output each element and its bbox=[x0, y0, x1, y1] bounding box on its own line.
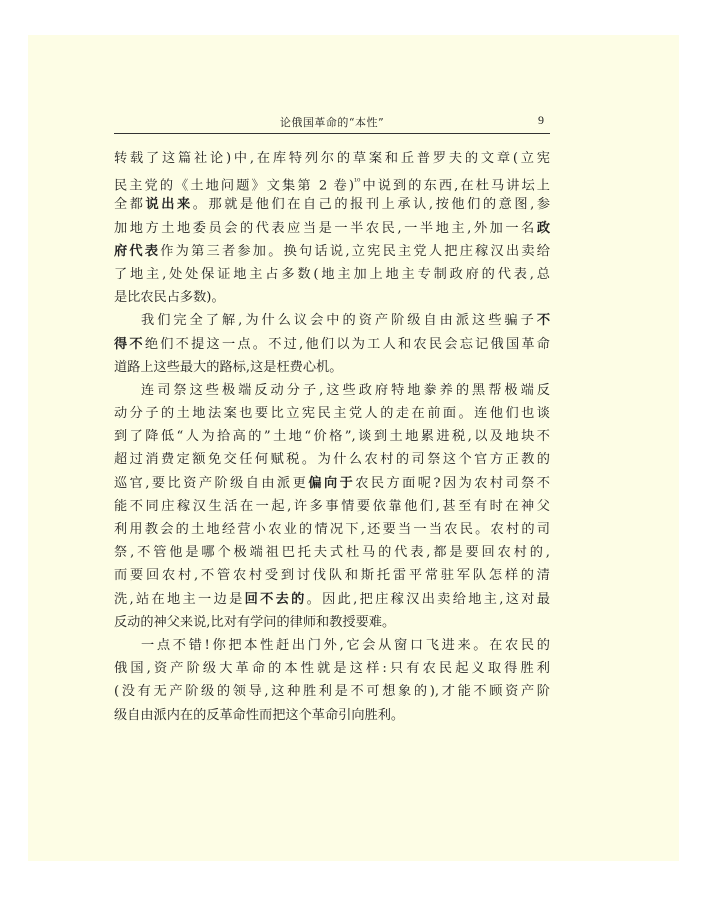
text-line: 洗,站在地主一边是回不去的。因此,把庄稼汉出卖给地主,这对最 bbox=[114, 591, 550, 607]
text-line: 俄国,资产阶级大革命的本性就是这样:只有农民起义取得胜利 bbox=[114, 661, 550, 677]
text-line: 全都说出来。那就是他们在自己的报刊上承认,按他们的意图,参 bbox=[114, 197, 551, 213]
paragraph bbox=[114, 147, 550, 309]
running-header bbox=[114, 111, 550, 134]
body-text bbox=[114, 147, 550, 727]
emphasis: 回不去的 bbox=[244, 591, 307, 607]
emphasis: 府代表 bbox=[114, 243, 161, 259]
text-line: 级自由派内在的反革命性而把这个革命引向胜利。 bbox=[114, 707, 405, 723]
emphasis: 得不 bbox=[114, 336, 145, 352]
text-line: 加地方土地委员会的代表应当是一半农民,一半地主,外加一名政 bbox=[114, 220, 550, 236]
text-line: 巡官,要比资产阶级自由派更偏向于农民方面呢?因为农村司祭不 bbox=[114, 475, 550, 491]
text-line: 转载了这篇社论)中,在库特列尔的草案和丘普罗夫的文章(立宪 bbox=[114, 151, 550, 166]
text-line: (没有无产阶级的领导,这种胜利是不可想象的),才能不顾资产阶 bbox=[114, 684, 550, 700]
emphasis: 不 bbox=[536, 313, 550, 329]
text-line: 而要回农村,不管农村受到讨伐队和斯托雷平常驻军队怎样的清 bbox=[114, 568, 550, 584]
paragraph bbox=[114, 309, 550, 379]
text-line: 一点不错!你把本性赶出门外,它会从窗口飞进来。在农民的 bbox=[141, 637, 550, 653]
text-line: 利用教会的土地经营小农业的情况下,还要当一当农民。农村的司 bbox=[114, 522, 550, 537]
footnote-marker: ¹⁰ bbox=[353, 177, 361, 187]
emphasis: 说出来 bbox=[145, 197, 193, 213]
paragraph bbox=[114, 379, 550, 634]
text-line: 祭,不管他是哪个极端祖巴托夫式杜马的代表,都是要回农村的, bbox=[114, 545, 550, 561]
page-number: 9 bbox=[538, 113, 544, 127]
header-title: 论俄国革命的“本性” bbox=[279, 116, 385, 129]
text-line: 是比农民占多数)。 bbox=[114, 290, 225, 306]
text-line: 到了降低“人为拾高的”土地“价格”,谈到土地累进税,以及地块不 bbox=[114, 429, 550, 445]
text-line: 道路上这些最大的路标,这是枉费心机。 bbox=[114, 359, 343, 375]
text-line: 我们完全了解,为什么议会中的资产阶级自由派这些骗子不 bbox=[141, 313, 550, 329]
text-line: 了地主,处处保证地主占多数(地主加上地主专制政府的代表,总 bbox=[114, 266, 550, 282]
text-line: 超过消费定额免交任何赋税。为什么农村的司祭这个官方正教的 bbox=[114, 452, 550, 468]
text-line: 连司祭这些极端反动分子,这些政府特地豢养的黑帮极端反 bbox=[141, 382, 550, 398]
emphasis: 政 bbox=[536, 220, 550, 236]
paragraph bbox=[114, 634, 550, 727]
text-line: 府代表作为第三者参加。换句话说,立宪民主党人把庄稼汉出卖给 bbox=[114, 243, 550, 259]
text-line: 能不同庄稼汉生活在一起,许多事情要依靠他们,甚至有时在神父 bbox=[114, 498, 550, 514]
text-line: 反动的神父来说,比对有学问的律师和教授要难。 bbox=[114, 614, 396, 630]
text-line: 得不绝们不提这一点。不过,他们以为工人和农民会忘记俄国革命 bbox=[114, 336, 550, 352]
text-line: 动分子的土地法案也要比立宪民主党人的走在前面。连他们也谈 bbox=[114, 406, 550, 422]
emphasis: 偏向于 bbox=[308, 475, 356, 491]
text-line: 民主党的《土地问题》文集第 2 卷)$^{^{10}}$中说到的东西,在杜马讲坛上 bbox=[114, 177, 550, 194]
